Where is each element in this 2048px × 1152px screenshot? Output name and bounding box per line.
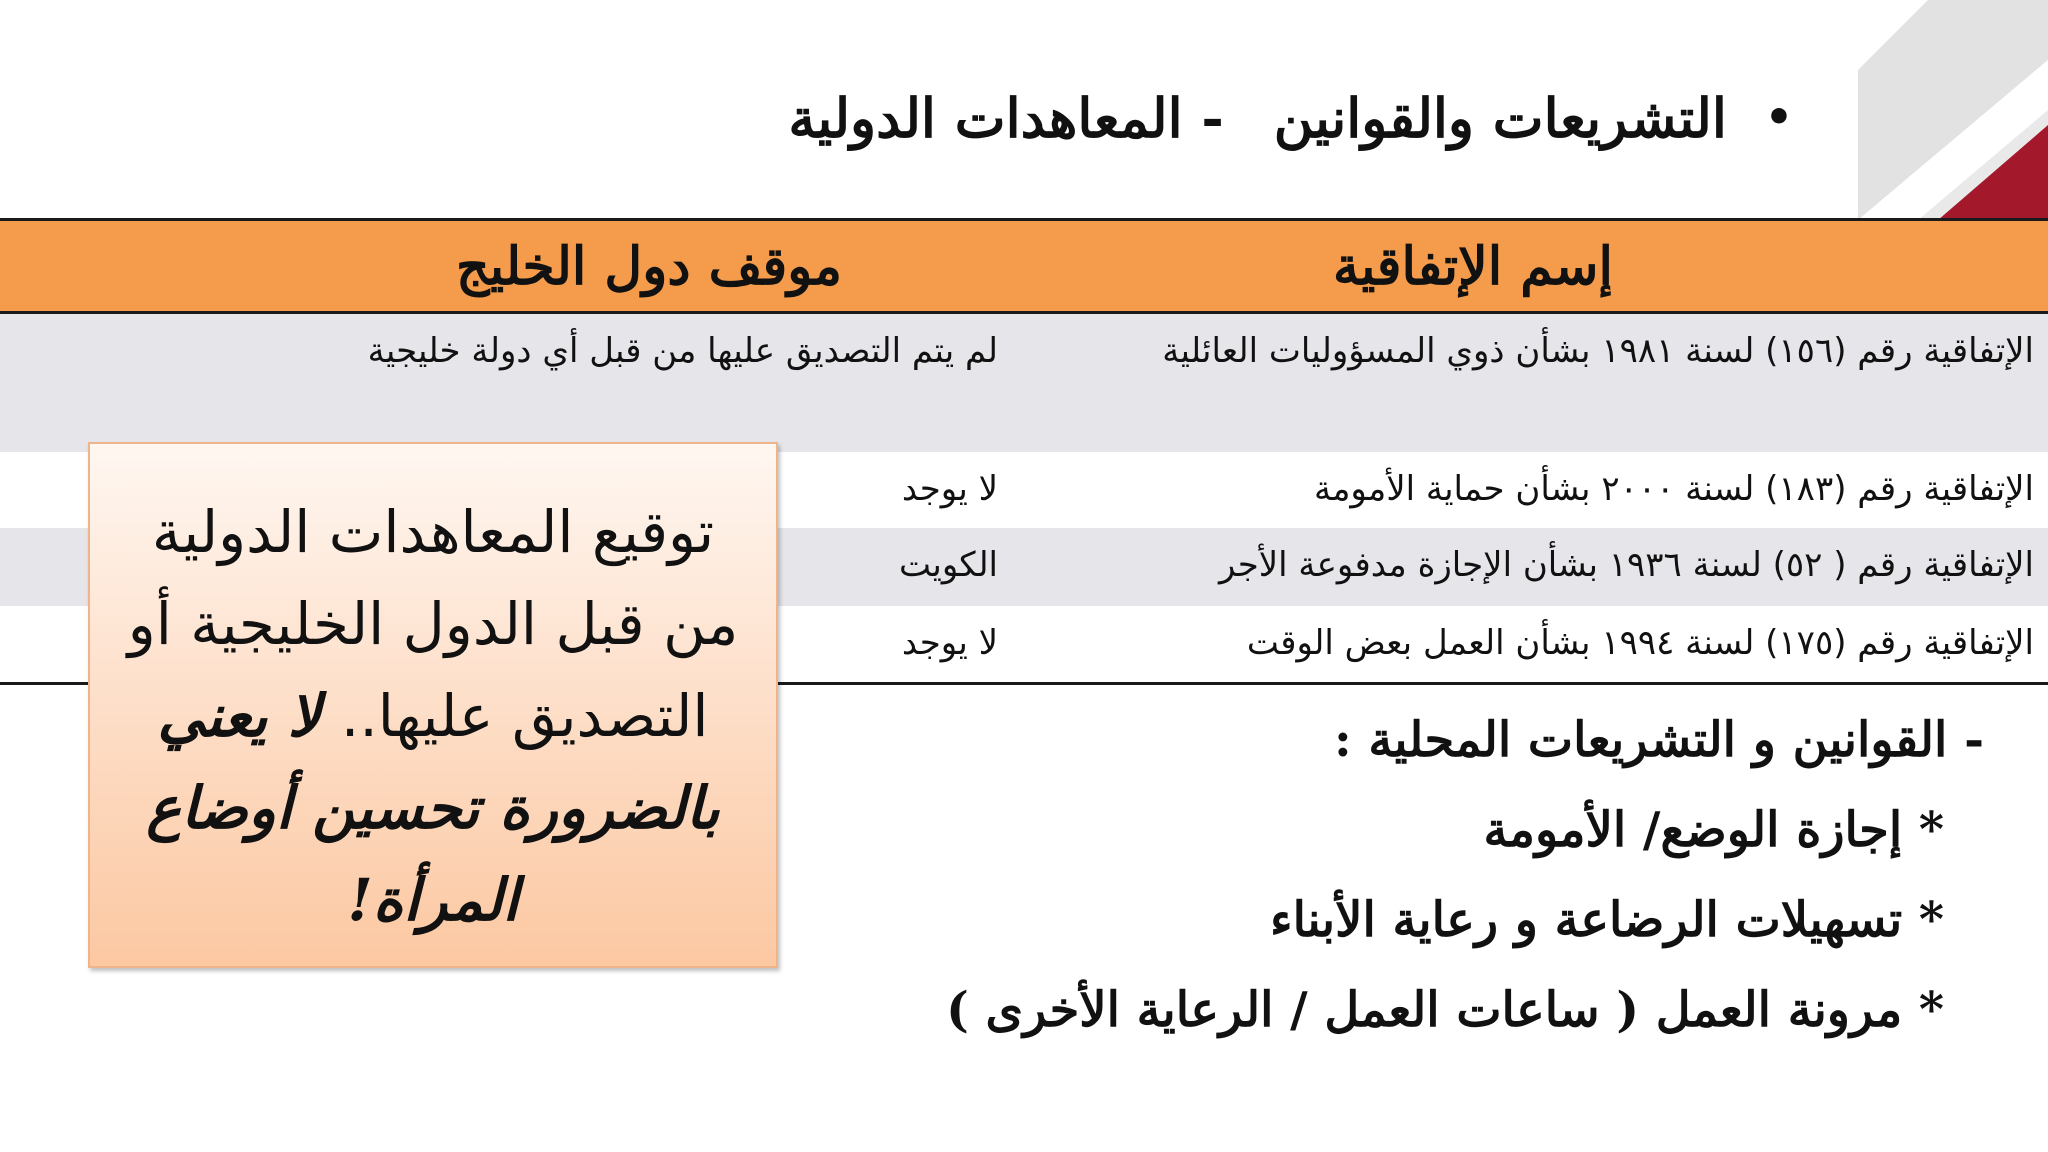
title-part-treaties: - المعاهدات الدولية [788,86,1224,150]
title-bullet: • [1764,92,1793,143]
cell-agreement: الإتفاقية رقم ( ٥٢) لسنة ١٩٣٦ بشأن الإجازة مدفوعة الأجر [1218,545,2034,585]
header-gulf-position: موقف دول الخليج [456,235,842,297]
cell-position: الكويت [899,545,998,585]
local-laws-heading: - القوانين و التشريعات المحلية : [1333,712,1984,768]
cell-position: لا يوجد [901,469,998,509]
local-laws-section [946,700,1984,1050]
callout-box [88,442,778,968]
callout-line-3-emphasis: لا يعني [157,682,341,750]
list-item: * إجازة الوضع/ الأمومة [1483,802,1944,858]
cell-position: لا يوجد [901,623,998,663]
cell-agreement: الإتفاقية رقم (١٨٣) لسنة ٢٠٠٠ بشأن حماية الأمومة [1313,469,2034,509]
callout-line-3-plain: التصديق عليها.. [340,682,709,750]
corner-decoration [1858,0,2048,220]
slide-title [788,86,1793,150]
cell-position: لم يتم التصديق عليها من قبل أي دولة خليجية [367,331,998,371]
callout-line-1: توقيع المعاهدات الدولية [151,498,715,566]
title-part-legislation: التشريعات والقوانين [1273,86,1727,150]
cell-agreement: الإتفاقية رقم (١٧٥) لسنة ١٩٩٤ بشأن العمل بعض الوقت [1246,623,2034,663]
table-row [0,314,2048,452]
callout-line-3 [90,670,776,762]
list-item: * مرونة العمل ( ساعات العمل / الرعاية الأخرى ) [946,982,1944,1038]
callout-line-4: بالضرورة تحسين أوضاع [146,774,720,842]
list-item: * تسهيلات الرضاعة و رعاية الأبناء [1270,892,1944,948]
table-header [0,218,2048,314]
header-agreement-name: إسم الإتفاقية [1333,235,1613,297]
callout-line-2: من قبل الدول الخليجية أو [127,590,739,658]
callout-line-5: المرأة! [347,866,519,934]
cell-agreement: الإتفاقية رقم (١٥٦) لسنة ١٩٨١ بشأن ذوي المسؤوليات العائلية [1162,331,2034,371]
